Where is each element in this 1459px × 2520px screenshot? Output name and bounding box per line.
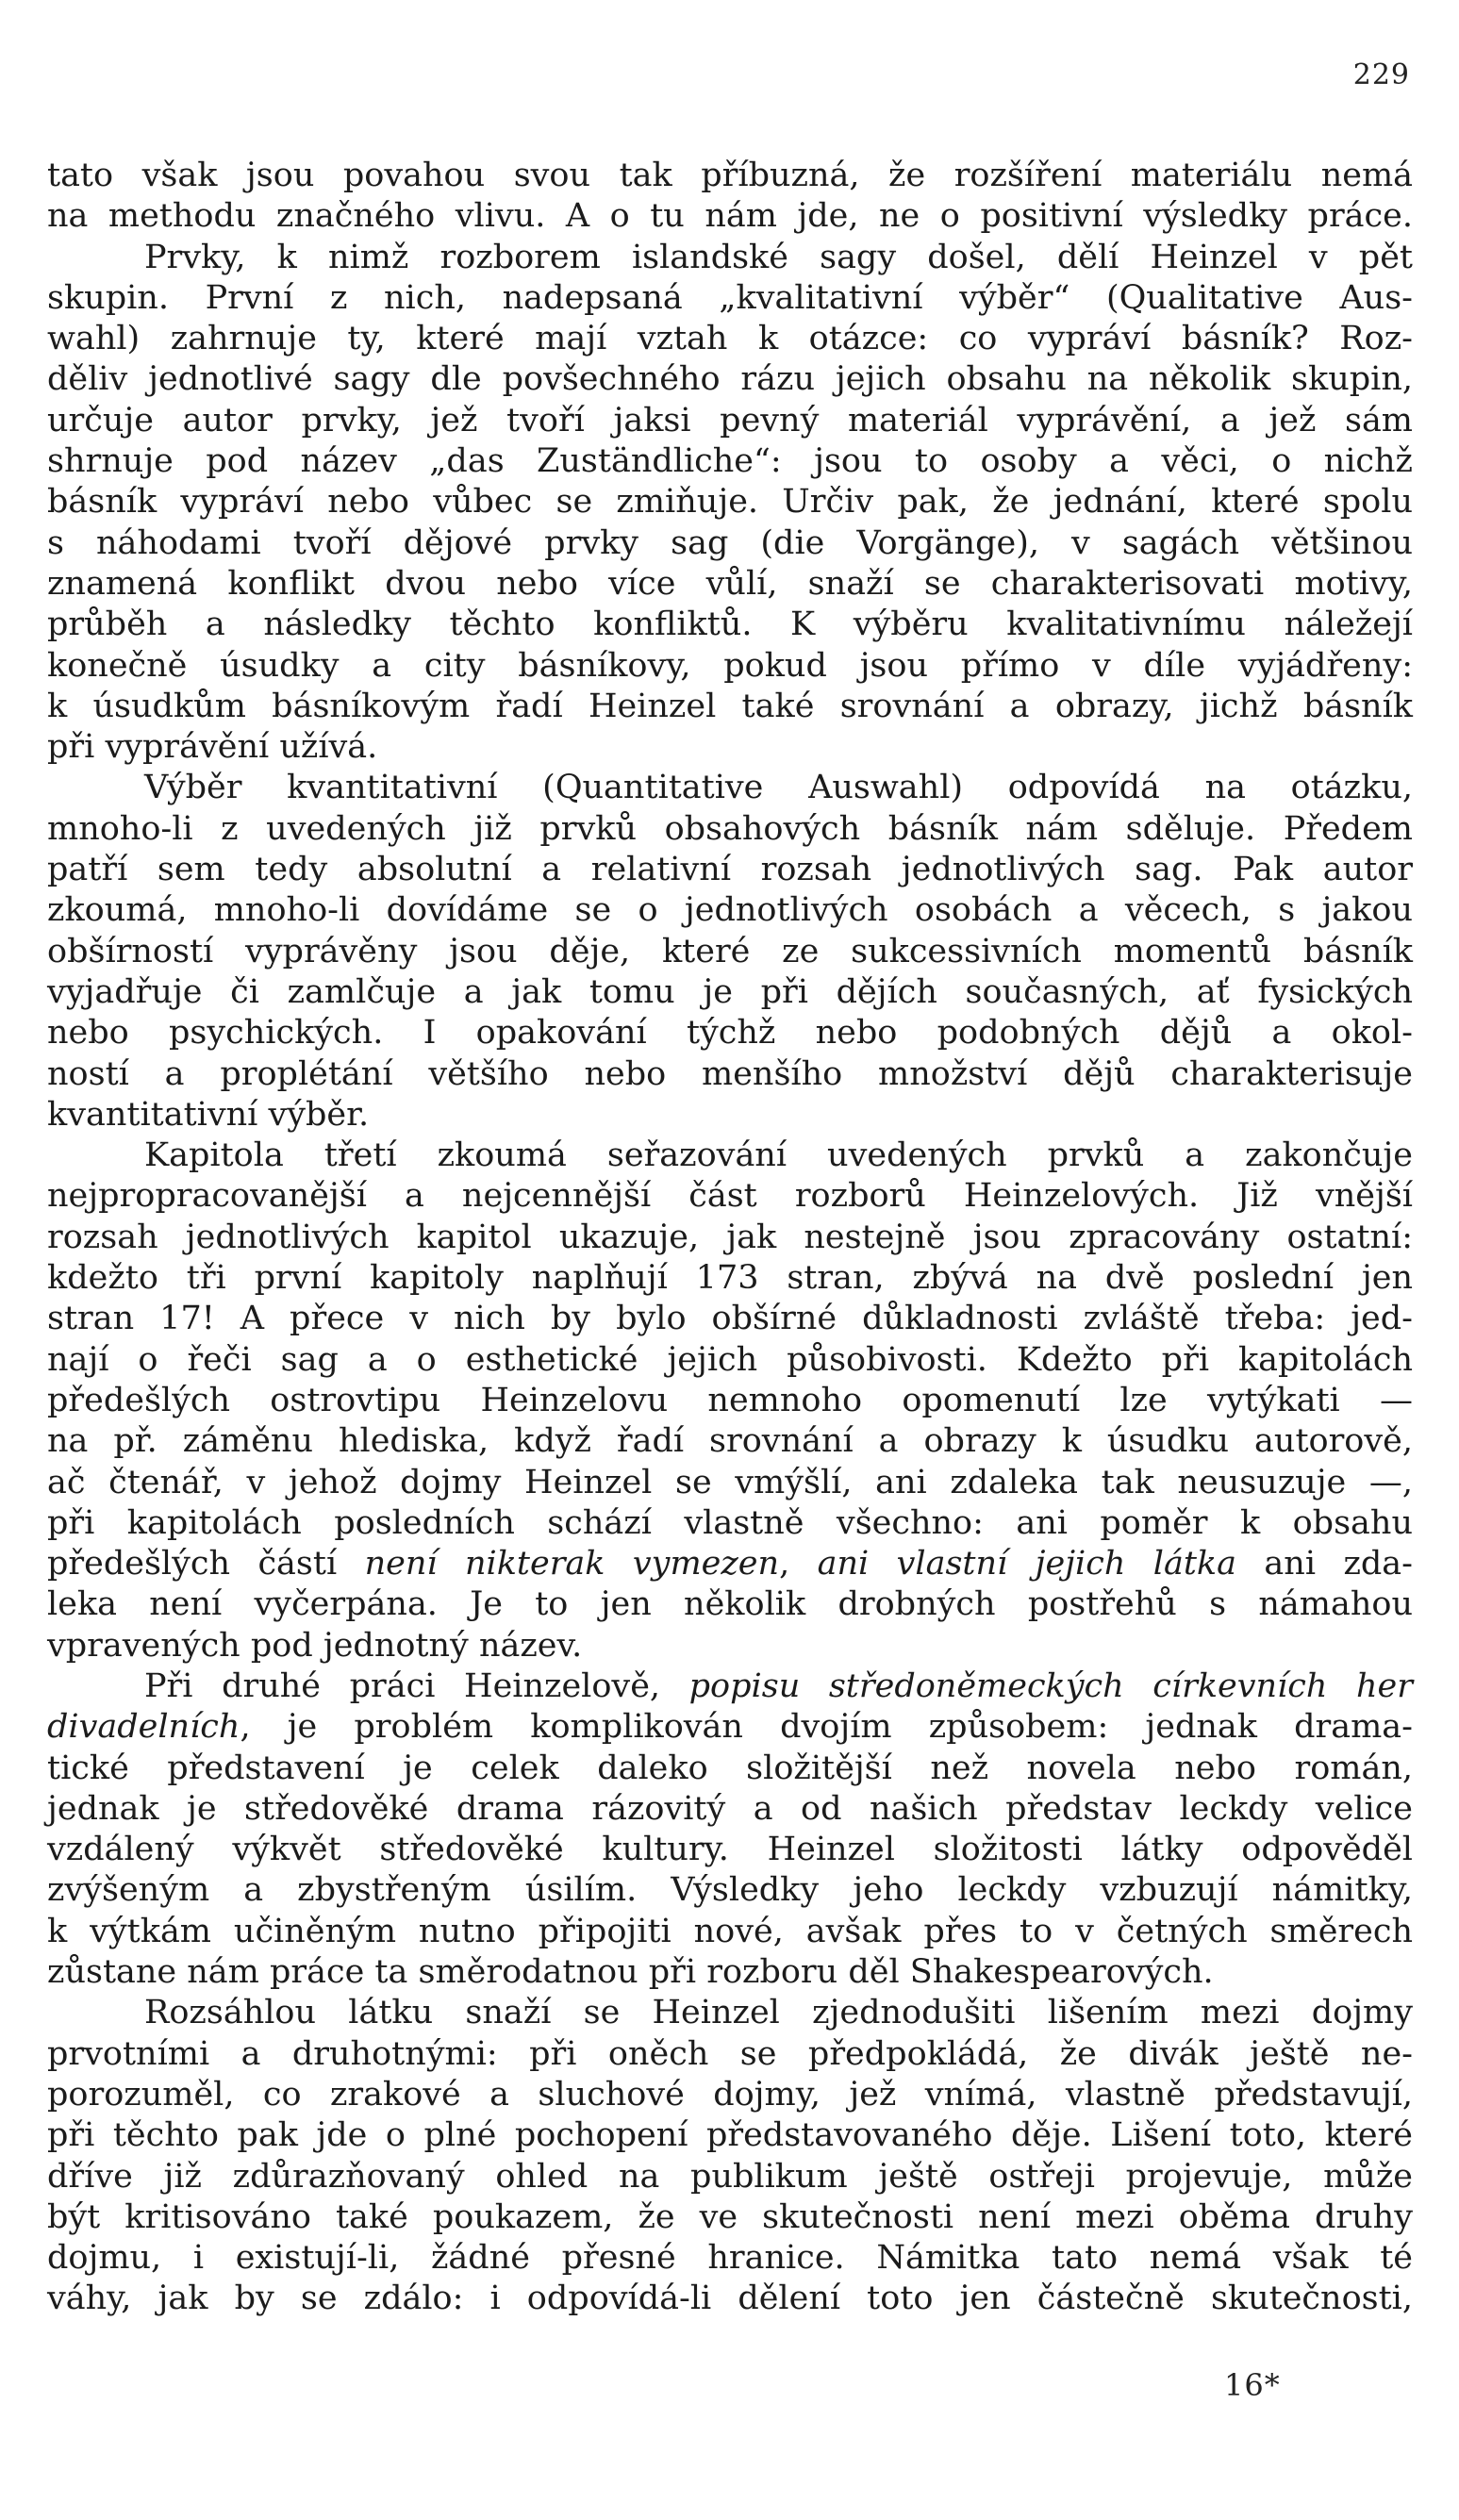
text-line: určuje autor prvky, jež tvoří jaksi pevný materiál vyprávění, a jež sám — [47, 401, 1413, 439]
text-line: na př. záměnu hlediska, když řadí srovnání a obrazy k úsudku autorově, — [47, 1422, 1413, 1461]
text-line: tické představení je celek daleko složitější než novela nebo román, — [47, 1749, 1413, 1787]
text-line: ností a proplétání většího nebo menšího množství dějů charakterisuje — [47, 1054, 1413, 1093]
text-line: předešlých částí není nikterak vymezen, ani vlastní jejich látka ani zda- — [47, 1545, 1413, 1583]
text-line: Výběr kvantitativní (Quantitative Auswahl) odpovídá na otázku, — [144, 769, 1413, 807]
text-line: divadelních, je problém komplikován dvojím způsobem: jednak drama- — [47, 1708, 1413, 1747]
text-line: konečně úsudky a city básníkovy, pokud jsou přímo v díle vyjádřeny: — [47, 646, 1413, 685]
text-line: nejpropracovanější a nejcennější část rozborů Heinzelových. Již vnější — [47, 1177, 1413, 1216]
text-line: děliv jednotlivé sagy dle povšechného rázu jejich obsahu na několik skupin, — [47, 360, 1413, 399]
text-line: k úsudkům básníkovým řadí Heinzel také srovnání a obrazy, jichž básník — [47, 687, 1413, 725]
text-line: k výtkám učiněným nutno připojiti nové, avšak přes to v četných směrech — [47, 1912, 1413, 1950]
body-text — [47, 156, 1413, 2320]
text-line: zvýšeným a zbystřeným úsilím. Výsledky jeho leckdy vzbuzují námitky, — [47, 1871, 1413, 1910]
text-line: nebo psychických. I opakování týchž nebo podobných dějů a okol- — [47, 1014, 1413, 1053]
page-number: 229 — [1352, 58, 1410, 91]
text-line: při kapitolách posledních schází vlastně všechno: ani poměr k obsahu — [47, 1503, 1413, 1542]
text-line: kvantitativní výběr. — [47, 1095, 370, 1134]
text-line: zůstane nám práce ta směrodatnou při rozboru děl Shakespearových. — [47, 1953, 1214, 1992]
text-line: ač čtenář, v jehož dojmy Heinzel se vmýšlí, ani zdaleka tak neusuzuje —, — [47, 1463, 1413, 1501]
text-line: dojmu, i existují-li, žádné přesné hranice. Námitka tato nemá však té — [47, 2239, 1413, 2278]
text-line: básník vypráví nebo vůbec se zmiňuje. Určiv pak, že jednání, které spolu — [47, 483, 1413, 522]
text-line: jednak je středověké drama rázovitý a od našich představ leckdy velice — [47, 1789, 1413, 1828]
text-line: Kapitola třetí zkoumá seřazování uvedených prvků a zakončuje — [144, 1136, 1413, 1175]
text-line: nají o řeči sag a o esthetické jejich působivosti. Kdežto při kapitolách — [47, 1340, 1413, 1379]
text-line: průběh a následky těchto konfliktů. K výběru kvalitativnímu náležejí — [47, 605, 1413, 644]
text-line: tato však jsou povahou svou tak příbuzná, že rozšíření materiálu nemá — [47, 157, 1413, 194]
text-line: skupin. První z nich, nadepsaná „kvalitativní výběr“ (Qualitative Aus- — [47, 278, 1413, 317]
text-line: při vyprávění užívá. — [47, 728, 378, 767]
text-line: vzdálený výkvět středověké kultury. Heinzel složitosti látky odpověděl — [47, 1831, 1413, 1869]
text-line: vpravených pod jednotný název. — [47, 1626, 583, 1665]
text-line: leka není vyčerpána. Je to jen několik drobných postřehů s námahou — [47, 1585, 1413, 1624]
text-line: mnoho-li z uvedených již prvků obsahových básník nám sděluje. Předem — [47, 809, 1413, 848]
printer-signature-mark: 16* — [1224, 2367, 1281, 2403]
text-line: rozsah jednotlivých kapitol ukazuje, jak nestejně jsou zpracovány ostatní: — [47, 1218, 1413, 1256]
text-line: Prvky, k nimž rozborem islandské sagy došel, dělí Heinzel v pět — [144, 238, 1413, 276]
text-line: shrnuje pod název „das Zuständliche“: jsou to osoby a věci, o nichž — [47, 442, 1413, 481]
text-line: Rozsáhlou látku snaží se Heinzel zjednodušiti lišením mezi dojmy — [144, 1994, 1413, 2032]
text-line: vyjadřuje či zamlčuje a jak tomu je při dějích současných, ať fysických — [47, 972, 1413, 1011]
text-line: váhy, jak by se zdálo: i odpovídá-li dělení toto jen částečně skutečnosti, — [47, 2280, 1413, 2318]
text-line: Při druhé práci Heinzelově, popisu středoněmeckých církevních her — [144, 1666, 1413, 1705]
text-line: stran 17! A přece v nich by bylo obšírné důkladnosti zvláště třeba: jed- — [47, 1300, 1413, 1338]
text-line: předešlých ostrovtipu Heinzelovu nemnoho opomenutí lze vytýkati — — [47, 1381, 1413, 1419]
text-line: porozuměl, co zrakové a sluchové dojmy, jež vnímá, vlastně představují, — [47, 2075, 1413, 2114]
text-line: být kritisováno také poukazem, že ve skutečnosti není mezi oběma druhy — [47, 2197, 1413, 2236]
text-line: patří sem tedy absolutní a relativní rozsah jednotlivých sag. Pak autor — [47, 851, 1413, 889]
text-line: s náhodami tvoří dějové prvky sag (die Vorgänge), v sagách většinou — [47, 523, 1413, 562]
text-line: na methodu značného vlivu. A o tu nám jde, ne o positivní výsledky práce. — [47, 197, 1413, 236]
text-line: dříve již zdůrazňovaný ohled na publikum ještě ostřeji projevuje, může — [47, 2157, 1413, 2196]
text-line: prvotními a druhotnými: při oněch se předpokládá, že divák ještě ne- — [47, 2034, 1413, 2073]
text-line: obšírností vyprávěny jsou děje, které ze sukcessivních momentů básník — [47, 932, 1413, 970]
text-line: kdežto tři první kapitoly naplňují 173 stran, zbývá na dvě poslední jen — [47, 1259, 1413, 1298]
text-line: znamená konflikt dvou nebo více vůlí, snaží se charakterisovati motivy, — [47, 564, 1413, 603]
text-line: při těchto pak jde o plné pochopení představovaného děje. Lišení toto, které — [47, 2116, 1413, 2155]
text-line: wahl) zahrnuje ty, které mají vztah k otázce: co vypráví básník? Roz- — [47, 320, 1413, 358]
text-line: zkoumá, mnoho-li dovídáme se o jednotlivých osobách a věcech, s jakou — [47, 891, 1413, 930]
